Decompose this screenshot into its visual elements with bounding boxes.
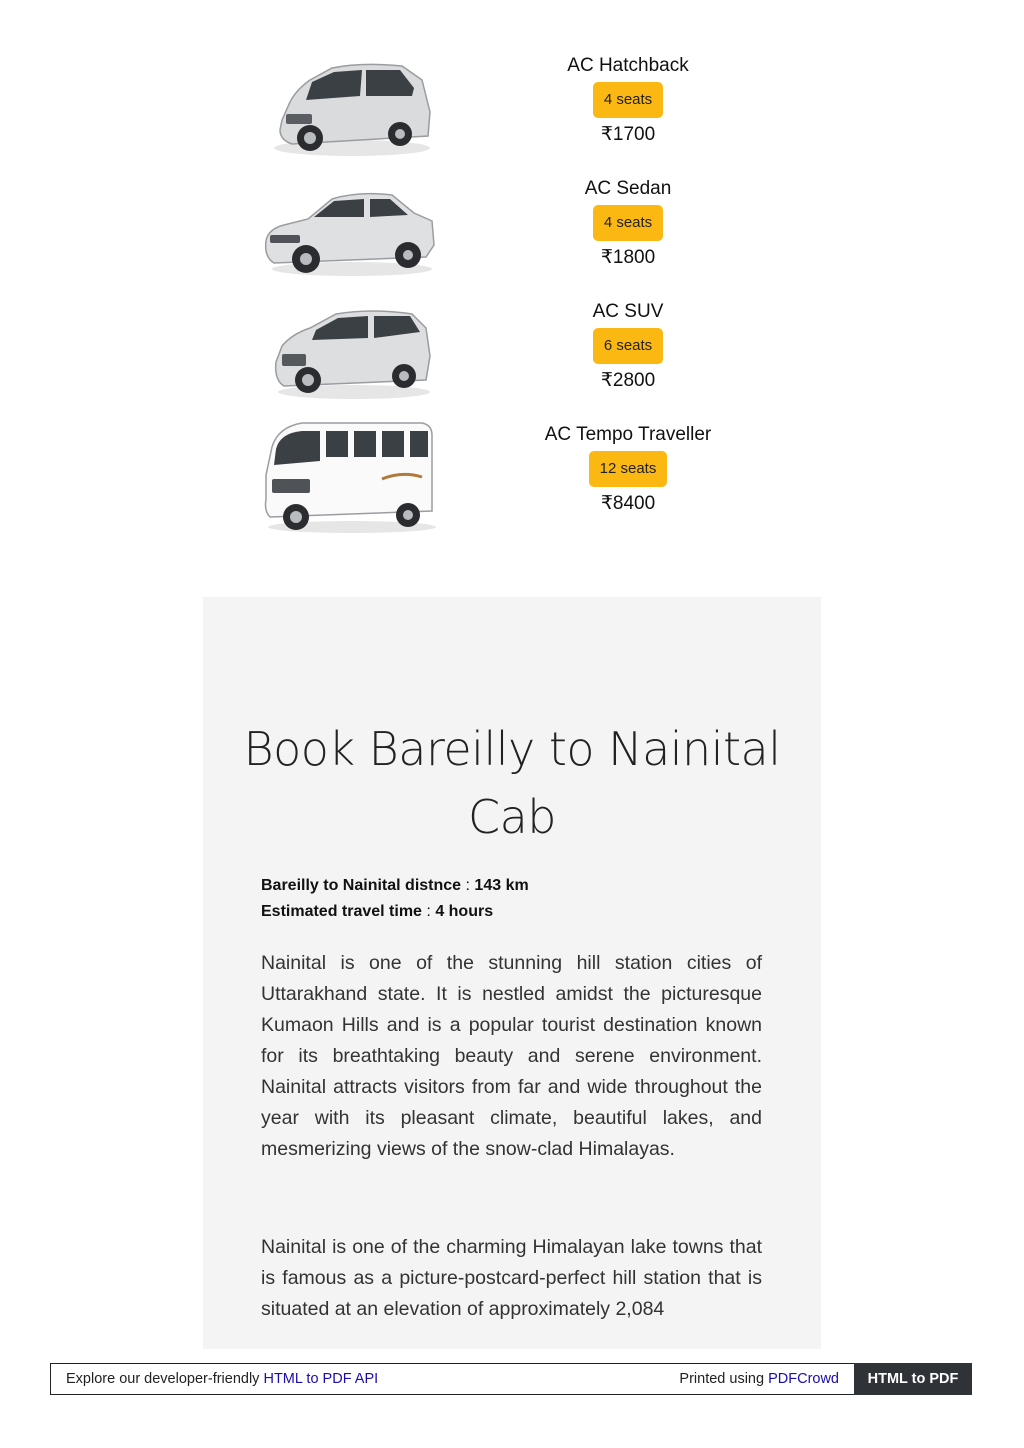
travel-time-label: Estimated travel time	[261, 903, 422, 920]
footer-explore	[66, 1371, 378, 1387]
car-price: ₹1700	[600, 124, 656, 145]
html-to-pdf-button[interactable]: HTML to PDF	[854, 1363, 972, 1395]
car-option-suv	[0, 296, 1024, 416]
seats-badge: 6 seats	[593, 328, 663, 364]
car-name: AC Hatchback	[567, 55, 689, 76]
distance-value: 143 km	[474, 877, 529, 894]
description-paragraph-1: Nainital is one of the stunning hill station cities of Uttarakhand state. It is nestled amidst the picturesque Kumaon Hills and is a popular tourist destination known for its breathtaking beauty and serene environment. Nainital attracts visitors from far and wide throughout the year with its pleasant climate, beautiful lakes, and mesmerizing views of the snow-clad Himalayas.	[261, 952, 762, 1160]
page-title	[243, 715, 781, 851]
footer-printed	[679, 1371, 839, 1387]
car-price: ₹1800	[600, 247, 656, 268]
seats-badge: 4 seats	[593, 82, 663, 118]
pdfcrowd-footer	[50, 1363, 972, 1395]
trip-meta	[261, 873, 529, 925]
title-line-2: Cab	[467, 790, 556, 844]
car-option-sedan	[0, 173, 1024, 293]
seats-badge: 4 seats	[593, 205, 663, 241]
car-price: ₹2800	[600, 370, 656, 391]
printed-text: Printed using	[679, 1371, 765, 1387]
description-paragraph-2: Nainital is one of the charming Himalayan lake towns that is famous as a picture-postcard-perfect hill station that is situated at an elevation of approximately 2,084	[261, 1236, 762, 1320]
travel-time-row	[261, 899, 529, 925]
car-option-hatchback	[0, 50, 1024, 170]
travel-time-value: 4 hours	[435, 903, 494, 920]
car-price: ₹8400	[600, 493, 656, 514]
pdfcrowd-link[interactable]: PDFCrowd	[768, 1371, 839, 1387]
separator: :	[465, 877, 470, 894]
car-option-tempo-traveller	[0, 419, 1024, 539]
distance-row	[261, 873, 529, 899]
title-line-1: Book Bareilly to Nainital	[243, 722, 781, 776]
car-name: AC Tempo Traveller	[544, 424, 712, 445]
suv-car-image	[262, 296, 437, 414]
booking-info-panel	[203, 597, 821, 1349]
hatchback-car-image	[262, 50, 437, 168]
car-name: AC SUV	[592, 301, 664, 322]
car-name: AC Sedan	[584, 178, 672, 199]
tempo-traveller-image	[262, 419, 437, 537]
seats-badge: 12 seats	[589, 451, 668, 487]
separator: :	[426, 903, 431, 920]
explore-text: Explore our developer-friendly	[66, 1371, 260, 1387]
html-to-pdf-api-link[interactable]: HTML to PDF API	[263, 1371, 379, 1387]
sedan-car-image	[262, 173, 437, 291]
distance-label: Bareilly to Nainital distnce	[261, 877, 462, 894]
